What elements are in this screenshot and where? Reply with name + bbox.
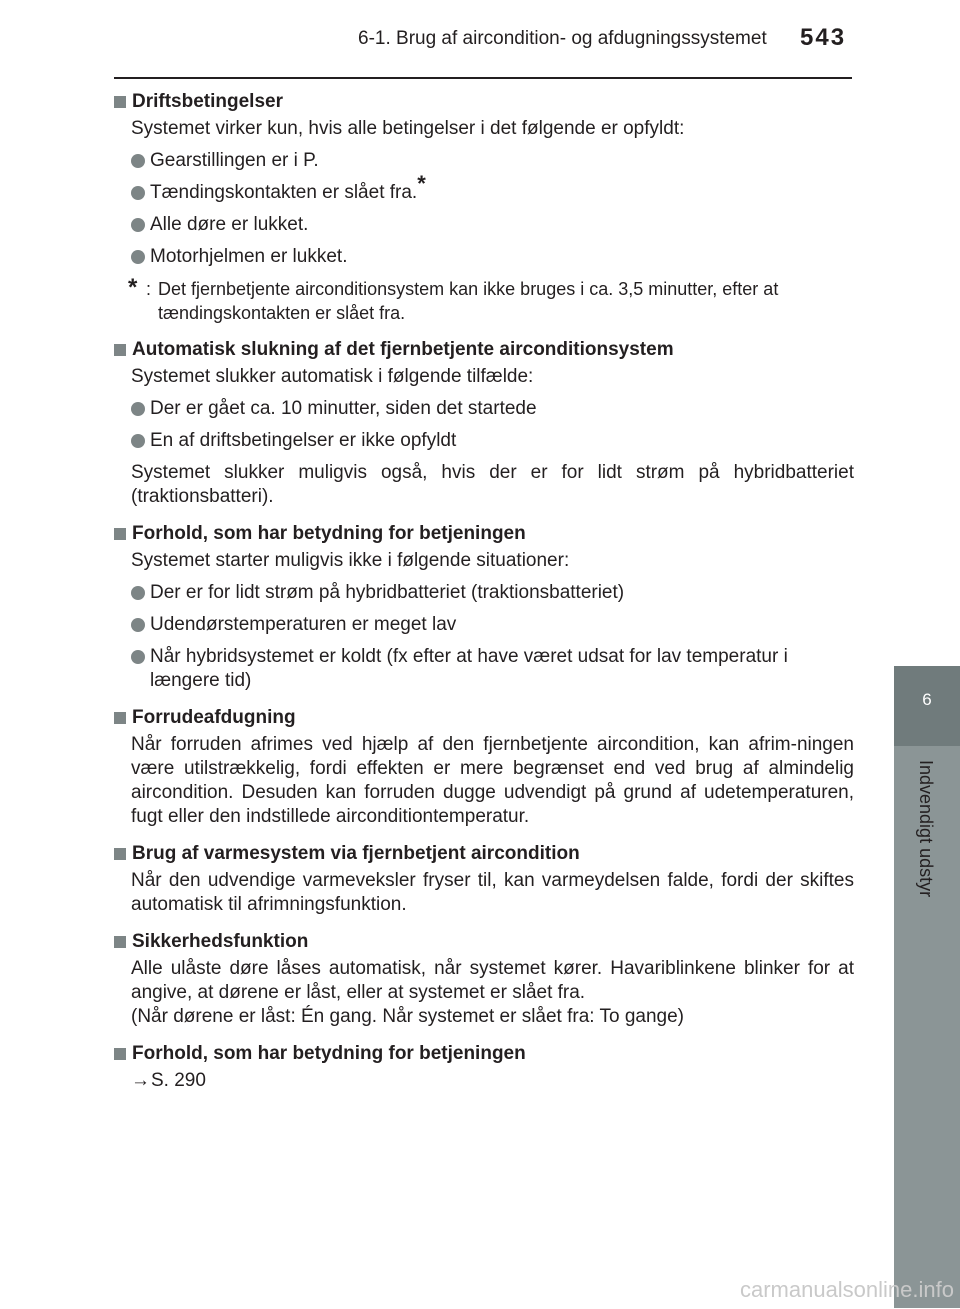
list-item-text	[150, 171, 854, 205]
footnote	[128, 274, 854, 325]
list-item	[131, 171, 854, 205]
list-item-text: Når hybridsystemet er koldt (fx efter at have været udsat for lav temperatur i længere tid)	[150, 646, 788, 691]
list-item	[131, 581, 854, 605]
list-item	[131, 645, 854, 693]
round-bullet-icon	[131, 154, 145, 168]
section-heading	[114, 522, 854, 546]
square-bullet-icon	[114, 96, 126, 108]
section-heading-text: Forhold, som har betydning for betjeningen	[132, 523, 526, 544]
chapter-tab	[894, 666, 960, 746]
section-heading	[114, 338, 854, 362]
list-item-text: Der er gået ca. 10 minutter, siden det startede	[150, 398, 537, 419]
list-item	[131, 245, 854, 269]
chapter-tab-number: 6	[922, 690, 932, 709]
section-heading-text: Automatisk slukning af det fjernbetjente airconditionsystem	[132, 339, 674, 360]
list-item-text: En af driftsbetingelser er ikke opfyldt	[150, 430, 457, 451]
header-divider	[114, 77, 852, 79]
section-text-line: Alle ulåste døre låses automatisk, når systemet kører. Havariblinkene blinker for at angive, at dørene er låst, eller at systemet er slået fra.	[131, 958, 854, 1003]
list-item	[131, 397, 854, 421]
page-reference-text: S. 290	[151, 1070, 206, 1091]
header-title: 6-1. Brug af aircondition- og afdugningssystemet	[358, 28, 767, 49]
list-item	[131, 613, 854, 637]
section-heading	[114, 1042, 854, 1066]
section-heading-text: Driftsbetingelser	[132, 91, 283, 112]
round-bullet-icon	[131, 434, 145, 448]
round-bullet-icon	[131, 586, 145, 600]
square-bullet-icon	[114, 344, 126, 356]
section-heading	[114, 90, 854, 114]
round-bullet-icon	[131, 186, 145, 200]
round-bullet-icon	[131, 218, 145, 232]
watermark: carmanualsonline.info	[739, 1277, 954, 1302]
page-number: 543	[800, 24, 847, 51]
square-bullet-icon	[114, 1048, 126, 1060]
section-intro: Systemet slukker automatisk i følgende tilfælde:	[131, 366, 534, 387]
section-text	[131, 957, 854, 1005]
list-item-text: Udendørstemperaturen er meget lav	[150, 614, 457, 635]
section-intro: Systemet virker kun, hvis alle betingelser i det følgende er opfyldt:	[131, 118, 685, 139]
section-heading-text: Forrudeafdugning	[132, 707, 296, 728]
round-bullet-icon	[131, 650, 145, 664]
round-bullet-icon	[131, 618, 145, 632]
square-bullet-icon	[114, 712, 126, 724]
section-intro: Systemet starter muligvis ikke i følgende situationer:	[131, 550, 570, 571]
section-text: Når forruden afrimes ved hjælp af den fjernbetjente aircondition, kan afrim-ningen være utilstrækkelig, fordi effekten er mere begrænset end ved brug af almindelig aircondition. Desuden kan forruden dugge udvendigt på grund af udetemperaturen, fugt eller den indstillede airconditiontemperatur.	[131, 734, 854, 827]
square-bullet-icon	[114, 848, 126, 860]
list-item	[131, 149, 854, 173]
section-heading-text: Forhold, som har betydning for betjeningen	[132, 1043, 526, 1064]
section-heading	[114, 930, 854, 954]
square-bullet-icon	[114, 528, 126, 540]
footnote-mark: *	[128, 274, 138, 301]
chapter-label: Indvendigt udstyr	[916, 760, 936, 898]
section-text: Når den udvendige varmeveksler fryser til, kan varmeydelsen falde, fordi der skiftes automatisk til afrimningsfunktion.	[131, 870, 854, 915]
square-bullet-icon	[114, 936, 126, 948]
list-item-text: Der er for lidt strøm på hybridbatteriet (traktionsbatteriet)	[150, 582, 625, 603]
list-item-text: Motorhjelmen er lukket.	[150, 246, 348, 267]
round-bullet-icon	[131, 402, 145, 416]
section-heading	[114, 842, 854, 866]
footnote-colon: :	[146, 279, 152, 299]
section-heading	[114, 706, 854, 730]
section-heading-text: Sikkerhedsfunktion	[132, 931, 309, 952]
section-outro: Systemet slukker muligvis også, hvis der er for lidt strøm på hybridbatteriet (traktionsbatteri).	[131, 462, 854, 507]
list-item-text: Gearstillingen er i P.	[150, 150, 319, 171]
page-content	[114, 90, 854, 1100]
list-item-text: Alle døre er lukket.	[150, 214, 309, 235]
round-bullet-icon	[131, 250, 145, 264]
list-item	[131, 429, 854, 453]
list-item-text-main: Tændingskontakten er slået fra.	[150, 182, 418, 203]
footnote-text: Det fjernbetjente airconditionsystem kan ikke bruges i ca. 3,5 minutter, efter at tændingskontakten er slået fra.	[158, 279, 779, 323]
section-text-note: (Når dørene er låst: Én gang. Når systemet er slået fra: To gange)	[131, 1006, 685, 1027]
list-item	[131, 213, 854, 237]
arrow-right-icon: →	[131, 1070, 150, 1091]
page-reference[interactable]	[131, 1069, 854, 1093]
footnote-asterisk: *	[417, 171, 426, 196]
section-heading-text: Brug af varmesystem via fjernbetjent aircondition	[132, 843, 580, 864]
